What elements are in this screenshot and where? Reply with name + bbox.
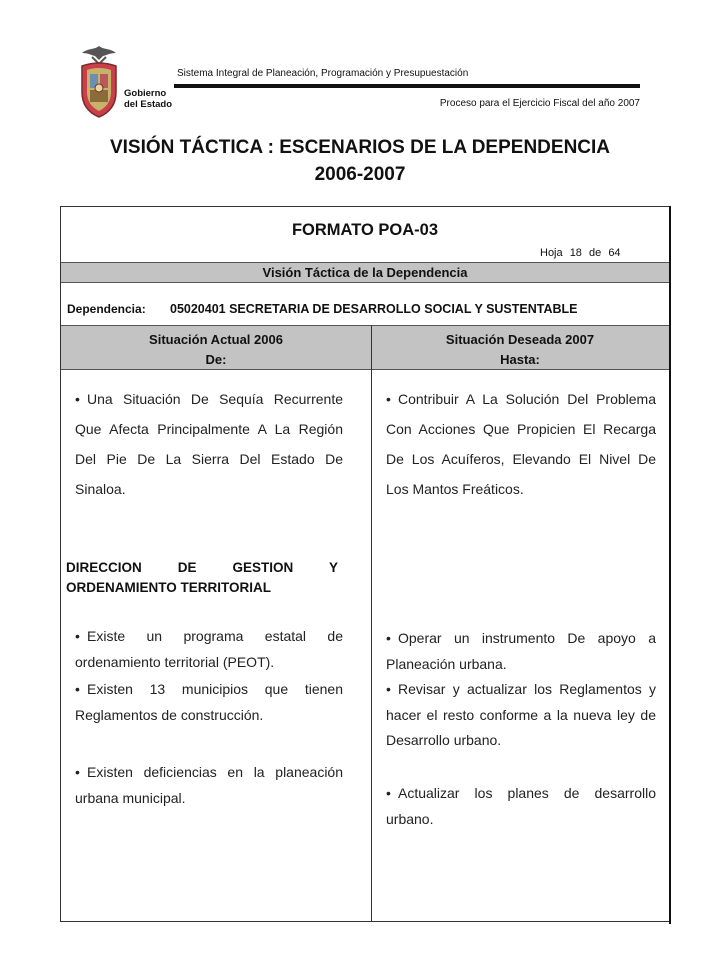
list-item-text: Revisar y actualizar los Reglamentos y hacer el resto conforme a la nueva ley de Desarrollo urbano. [386,681,656,748]
bullet-icon: • [75,628,80,644]
bullet-icon: • [386,785,391,801]
list-item [386,781,656,832]
bullet-icon: • [386,391,391,407]
list-item [386,626,656,677]
state-seal-logo [74,44,124,120]
document-title [0,134,720,188]
bullet-icon: • [386,681,391,697]
left-column-title: Situación Actual 2006 [149,332,283,347]
list-item-text: Una Situación De Sequía Recurrente Que Afecta Principalmente A La Región Del Pie De La Sierra Del Estado De Sinaloa. [75,391,343,497]
header-rule [174,84,640,88]
list-item [386,384,656,504]
bullet-icon: • [75,681,80,697]
column-divider [371,325,372,922]
government-label-line2: del Estado [124,99,173,110]
list-item-text: Existe un programa estatal de ordenamiento territorial (PEOT). [75,628,343,670]
list-item-text: Actualizar los planes de desarrollo urbano. [386,785,656,827]
right-column-header [371,330,669,370]
document-title-line1: VISIÓN TÁCTICA : ESCENARIOS DE LA DEPENDENCIA [109,137,611,158]
system-title: Sistema Integral de Planeación, Programación y Presupuestación [177,68,469,79]
list-item-text: Contribuir A La Solución Del Problema Con Acciones Que Propicien El Recarga De Los Acuíferos, Elevando El Nivel De Los Mantos Freáticos. [386,391,656,497]
dependency-label: Dependencia: [67,302,146,316]
sheet-number: 18 [569,247,582,259]
document-title-line2: 2006-2007 [314,164,406,185]
list-item-text: Existen 13 municipios que tienen Reglamentos de construcción. [75,681,343,723]
left-column-header [61,330,371,370]
right-column-title: Situación Deseada 2007 [445,332,595,347]
section-heading: DIRECCION DE GESTION Y ORDENAMIENTO TERRITORIAL [66,560,338,595]
right-column-subtitle: Hasta: [500,352,540,367]
bullet-icon: • [75,764,80,780]
bullet-icon: • [386,630,391,646]
sheet-of: de [589,247,602,259]
dependency-value: 05020401 SECRETARIA DE DESARROLLO SOCIAL Y SUSTENTABLE [170,302,578,316]
left-column-subtitle: De: [205,352,227,367]
list-item [75,760,343,811]
government-label [124,88,172,110]
sheet-counter [540,247,625,259]
bullet-icon: • [75,391,80,407]
list-item [75,384,343,504]
format-title: FORMATO POA-03 [291,221,439,239]
vision-band-label: Visión Táctica de la Dependencia [262,265,468,280]
process-line: Proceso para el Ejercicio Fiscal del año 2007 [439,98,640,109]
list-item [386,677,656,754]
list-item-text: Existen deficiencias en la planeación urbana municipal. [75,764,343,806]
sheet-total: 64 [608,247,621,259]
government-label-line1: Gobierno [124,88,167,99]
list-item-text: Operar un instrumento De apoyo a Planeación urbana. [386,630,656,672]
list-item [75,677,343,728]
sheet-label: Hoja [540,247,563,259]
form-right-border [669,206,671,924]
list-item [75,624,343,675]
